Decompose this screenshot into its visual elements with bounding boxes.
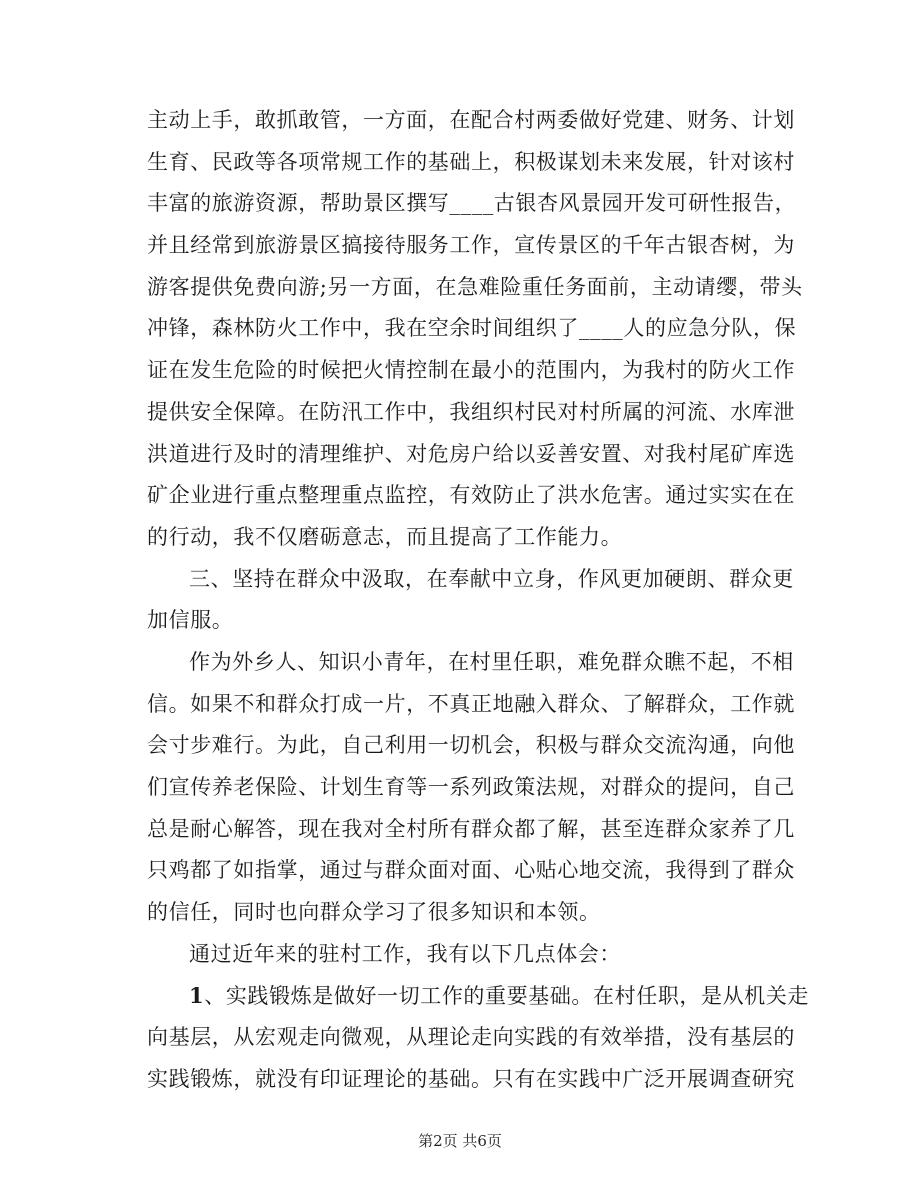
line-text: 总是耐心解答，现在我对全村所有群众都了解，甚至连群众家养了几 xyxy=(147,816,795,841)
line-text: 提供安全保障。在防汛工作中，我组织村民对村所属的河流、水库泄 xyxy=(147,399,795,424)
text-line xyxy=(147,975,810,1017)
line-text: 生育、民政等各项常规工作的基础上，积极谋划未来发展，针对该村 xyxy=(147,149,795,174)
text-line xyxy=(147,350,795,392)
text-line xyxy=(147,308,797,350)
line-text: 主动上手，敢抓敢管，一方面，在配合村两委做好党建、财务、计划 xyxy=(147,108,795,132)
text-line xyxy=(147,434,795,476)
text-line xyxy=(147,559,794,601)
text-line xyxy=(147,892,779,934)
line-text: 冲锋，森林防火工作中，我在空余时间组织了____人的应急分队，保 xyxy=(147,316,797,341)
line-text: 的信任，同时也向群众学习了很多知识和本领。 xyxy=(147,900,601,925)
line-text: 实践锻炼，就没有印证理论的基础。只有在实践中广泛开展调查研究 xyxy=(147,1066,795,1091)
line-text: 会寸步难行。为此，自己利用一切机会，积极与群众交流沟通，向他 xyxy=(147,733,795,758)
text-line xyxy=(147,475,795,517)
line-text: 加信服。 xyxy=(147,608,234,633)
text-line xyxy=(147,392,795,434)
text-line xyxy=(147,183,797,225)
text-line xyxy=(147,600,779,642)
text-line xyxy=(147,1059,795,1101)
line-text: 们宣传养老保险、计划生育等一系列政策法规，对群众的提问，自己 xyxy=(147,775,795,799)
text-line xyxy=(147,934,779,976)
text-line xyxy=(147,100,795,142)
line-text: 证在发生危险的时候把火情控制在最小的范围内，为我村的防火工作 xyxy=(147,358,795,383)
line-text: 向基层，从宏观走向微观，从理论走向实践的有效举措，没有基层的 xyxy=(147,1025,795,1050)
body-text xyxy=(147,100,810,1101)
line-text: 、实践锻炼是做好一切工作的重要基础。在村任职，是从机关走 xyxy=(204,984,810,1009)
text-line xyxy=(147,267,803,309)
list-number: 1 xyxy=(189,983,205,1009)
line-text: 通过近年来的驻村工作，我有以下几点体会： xyxy=(189,941,621,966)
text-line xyxy=(147,725,795,767)
line-text: 三、坚持在群众中汲取，在奉献中立身，作风更加硬朗、群众更 xyxy=(189,566,794,591)
line-text: 游客提供免费向游;另一方面，在急难险重任务面前，主动请缨，带头 xyxy=(147,274,803,299)
line-text: 矿企业进行重点整理重点监控，有效防止了洪水危害。通过实实在在 xyxy=(147,483,795,508)
line-text: 洪道进行及时的清理维护、对危房户给以妥善安置、对我村尾矿库选 xyxy=(147,441,795,466)
text-line xyxy=(147,767,795,809)
line-text: 信。如果不和群众打成一片，不真正地融入群众、了解群众，工作就 xyxy=(147,691,795,716)
text-line xyxy=(147,225,795,267)
line-text: 只鸡都了如指掌，通过与群众面对面、心贴心地交流，我得到了群众 xyxy=(147,858,795,883)
line-text: 并且经常到旅游景区搞接待服务工作，宣传景区的千年古银杏树，为 xyxy=(147,233,795,258)
text-line xyxy=(147,809,795,851)
text-line xyxy=(147,850,795,892)
text-line xyxy=(147,517,779,559)
text-line xyxy=(147,642,794,684)
text-line xyxy=(147,684,795,726)
line-text: 丰富的旅游资源，帮助景区撰写____古银杏风景园开发可研性报告， xyxy=(147,191,797,216)
text-line xyxy=(147,1017,795,1059)
text-line xyxy=(147,142,795,184)
line-text: 作为外乡人、知识小青年，在村里任职，难免群众瞧不起，不相 xyxy=(189,649,794,674)
page-number: 第2页 共6页 xyxy=(418,1132,502,1150)
line-text: 的行动，我不仅磨砺意志，而且提高了工作能力。 xyxy=(147,524,623,549)
